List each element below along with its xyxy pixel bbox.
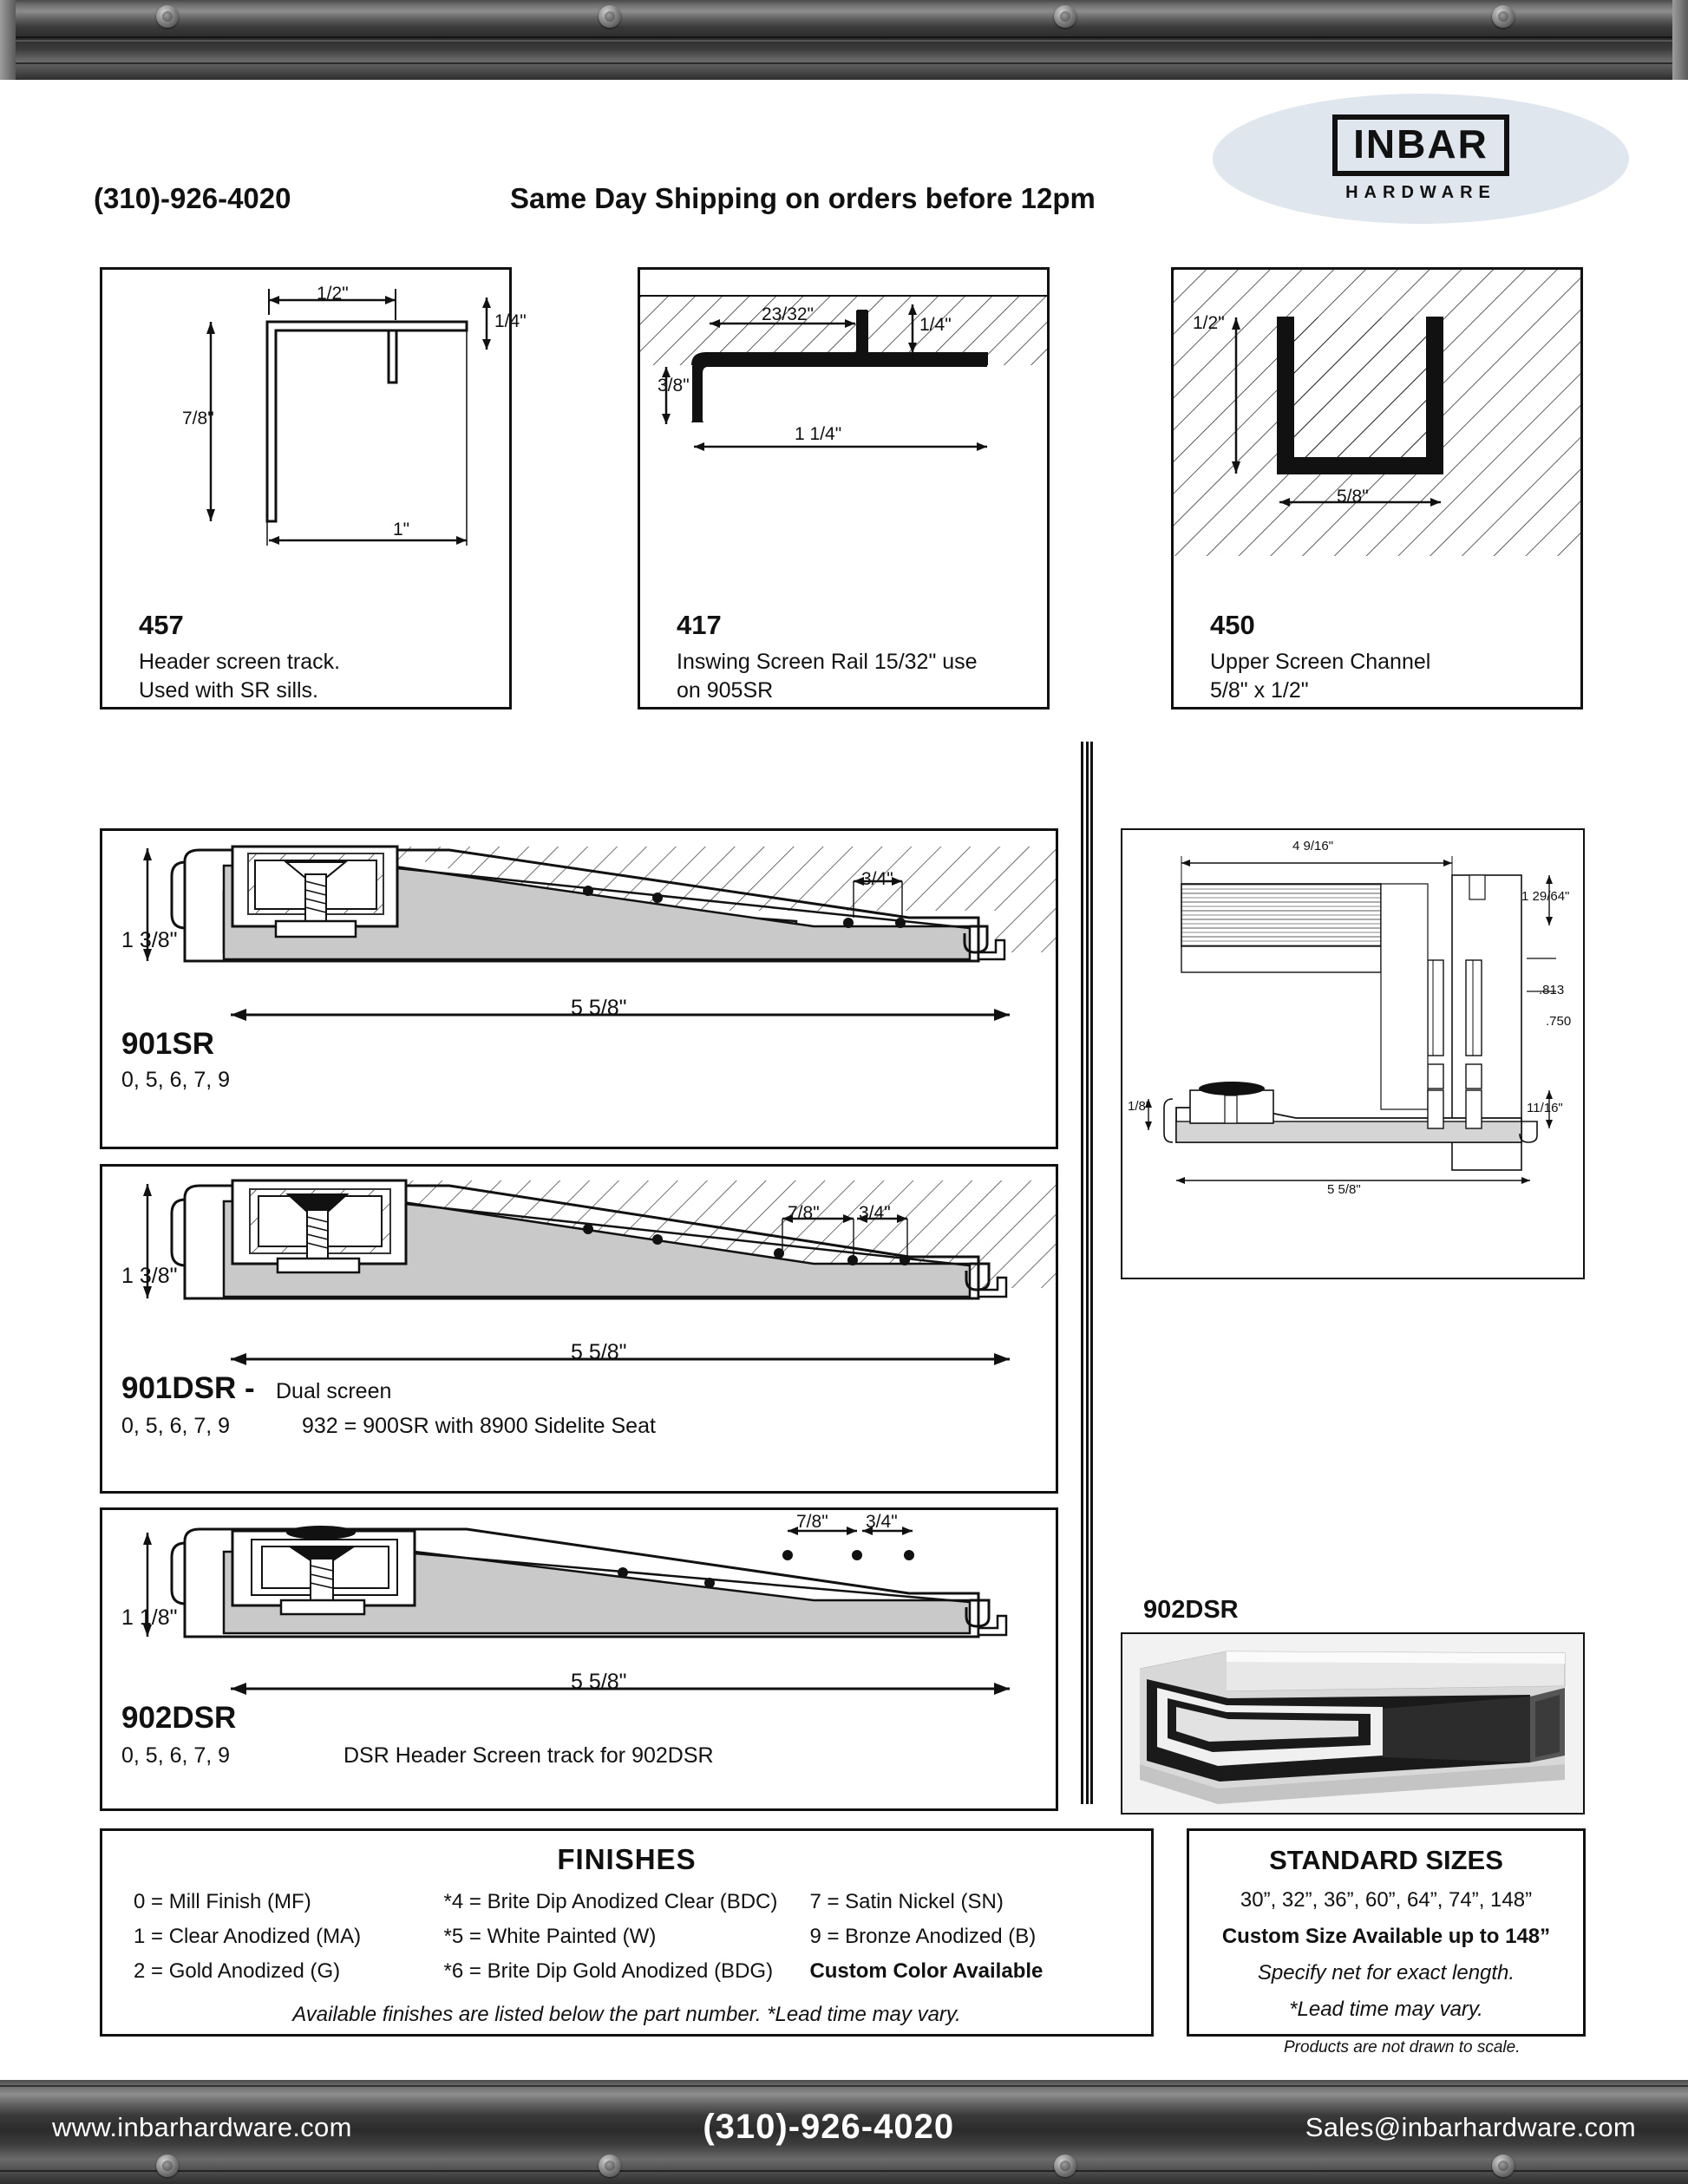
dim-detail-5: 11/16" — [1527, 1101, 1563, 1115]
figure-417-drawing — [640, 270, 1047, 556]
rivet-icon — [156, 2155, 179, 2177]
figure-457 — [100, 267, 527, 709]
dim-457-3: 1" — [393, 520, 410, 539]
logo-subtitle: HARDWARE — [1345, 182, 1496, 202]
footer-email[interactable]: Sales@inbarhardware.com — [1305, 2111, 1636, 2142]
dim-417-0: 23/32" — [762, 304, 815, 324]
section-901SR-drawing — [102, 831, 1056, 1056]
dim-detail-1: 1 29/64" — [1521, 889, 1570, 904]
dim-detail-2: .813 — [1539, 983, 1565, 997]
finish-item: 2 = Gold Anodized (G) — [134, 1959, 341, 1983]
band-side-strip — [0, 0, 16, 80]
finish-item: 9 = Bronze Anodized (B) — [809, 1925, 1037, 1948]
logo — [1213, 94, 1629, 224]
figure-457-title: 457 — [139, 610, 184, 640]
sizes-line-1: 30”, 32”, 36”, 60”, 64”, 74”, 148” — [1240, 1888, 1533, 1912]
figure-450 — [1171, 267, 1583, 709]
figure-457-desc-2: Used with SR sills. — [139, 678, 318, 703]
finish-item: 0 = Mill Finish (MF) — [134, 1890, 311, 1913]
dim-901DSR-d1: 7/8" — [788, 1203, 820, 1223]
dim-902DSR-d1: 7/8" — [796, 1512, 828, 1532]
band-line — [0, 2085, 1688, 2087]
sizes-line-3: Specify net for exact length. — [1257, 1961, 1515, 1985]
finishes-panel — [100, 1828, 1154, 2037]
footer-phone: (310)-926-4020 — [703, 2108, 955, 2146]
product-photo — [1121, 1632, 1585, 1815]
dim-detail-0: 4 9/16" — [1292, 839, 1334, 853]
dim-detail-6: 5 5/8" — [1327, 1182, 1361, 1197]
band-line — [0, 36, 1688, 38]
footer-website[interactable]: www.inbarhardware.com — [52, 2111, 352, 2142]
band-line — [0, 40, 1688, 42]
dim-detail-3: .750 — [1546, 1014, 1572, 1029]
logo-name: INBAR — [1332, 114, 1509, 175]
dim-450-0: 1/2" — [1193, 313, 1225, 333]
dim-901DSR-width: 5 5/8" — [571, 1340, 627, 1364]
finish-item: 1 = Clear Anodized (MA) — [134, 1925, 362, 1948]
figure-450-desc-2: 5/8" x 1/2" — [1210, 678, 1309, 703]
section-902DSR-title: 902DSR — [121, 1701, 237, 1735]
band-line — [0, 2170, 1688, 2172]
dim-450-1: 5/8" — [1337, 487, 1369, 507]
dim-902DSR-height: 1 1/8" — [121, 1605, 178, 1630]
section-901DSR-title-suffix: Dual screen — [276, 1379, 392, 1403]
rivet-icon — [599, 2155, 621, 2177]
sizes-line-4: *Lead time may vary. — [1289, 1998, 1483, 2021]
dim-901DSR-height: 1 3/8" — [121, 1264, 178, 1288]
figure-417-title: 417 — [677, 610, 722, 640]
rivet-icon — [156, 5, 179, 28]
finish-item: Custom Color Available — [809, 1959, 1044, 1983]
finishes-title: FINISHES — [557, 1843, 697, 1875]
rivet-icon — [1492, 2155, 1515, 2177]
dim-417-3: 1 1/4" — [795, 424, 842, 444]
section-902DSR — [100, 1507, 1058, 1811]
figure-417 — [638, 267, 1050, 709]
shipping-note: Same Day Shipping on orders before 12pm — [510, 182, 1096, 214]
section-901SR-title: 901SR — [121, 1027, 215, 1061]
figure-457-desc-1: Header screen track. — [139, 650, 341, 674]
dim-detail-4: 1/8" — [1128, 1099, 1151, 1114]
section-901SR-finishes: 0, 5, 6, 7, 9 — [121, 1068, 231, 1092]
section-901SR — [100, 828, 1058, 1149]
footer — [0, 2108, 1688, 2147]
dim-457-2: 7/8" — [182, 409, 214, 428]
finish-item: *5 = White Painted (W) — [443, 1925, 657, 1948]
section-901DSR-drawing — [102, 1167, 1056, 1401]
dim-902DSR-width: 5 5/8" — [571, 1670, 627, 1694]
header-phone: (310)-926-4020 — [94, 182, 291, 214]
figure-457-drawing — [102, 270, 509, 556]
dim-902DSR-d2: 3/4" — [866, 1512, 898, 1532]
dim-417-1: 1/4" — [919, 315, 952, 335]
dim-901SR-width: 5 5/8" — [571, 996, 627, 1020]
dim-901DSR-d2: 3/4" — [859, 1203, 891, 1223]
sizes-title: STANDARD SIZES — [1269, 1845, 1503, 1875]
figure-450-desc-1: Upper Screen Channel — [1210, 650, 1431, 674]
dim-901SR-height: 1 3/8" — [121, 928, 178, 952]
figure-450-drawing — [1174, 270, 1580, 556]
band-line — [0, 62, 1688, 64]
figure-417-desc-2: on 905SR — [677, 678, 774, 703]
section-901DSR — [100, 1164, 1058, 1494]
vertical-divider — [1081, 742, 1093, 1804]
finishes-note: Available finishes are listed below the part number. *Lead time may vary. — [292, 2003, 961, 2026]
section-902DSR-finishes: 0, 5, 6, 7, 9 — [121, 1743, 231, 1768]
rivet-icon — [1054, 5, 1076, 28]
finish-item: *6 = Brite Dip Gold Anodized (BDG) — [443, 1959, 774, 1983]
top-metal-band — [0, 0, 1688, 80]
figure-417-desc-1: Inswing Screen Rail 15/32" use — [677, 650, 978, 674]
product-photo-image — [1122, 1634, 1583, 1813]
detail-drawing-svg — [1122, 830, 1583, 1278]
section-902DSR-note: DSR Header Screen track for 902DSR — [343, 1743, 714, 1768]
section-901DSR-title: 901DSR - — [121, 1371, 255, 1405]
finish-item: *4 = Brite Dip Anodized Clear (BDC) — [443, 1890, 778, 1913]
dim-417-2: 3/8" — [658, 376, 690, 396]
section-901DSR-note: 932 = 900SR with 8900 Sidelite Seat — [302, 1414, 656, 1438]
photo-caption: 902DSR — [1143, 1596, 1239, 1624]
section-901DSR-finishes: 0, 5, 6, 7, 9 — [121, 1414, 231, 1438]
finish-item: 7 = Satin Nickel (SN) — [809, 1890, 1004, 1913]
dim-901SR-d1: 3/4" — [861, 869, 893, 889]
finishes-grid — [102, 1876, 1151, 1984]
band-side-strip — [1672, 0, 1688, 80]
dim-457-1: 1/4" — [494, 311, 527, 331]
standard-sizes-panel — [1187, 1828, 1586, 2037]
rivet-icon — [1054, 2155, 1076, 2177]
detail-drawing — [1121, 828, 1585, 1279]
figure-450-title: 450 — [1210, 610, 1255, 640]
rivet-icon — [1492, 5, 1515, 28]
sizes-line-2: Custom Size Available up to 148” — [1221, 1925, 1551, 1948]
dim-457-0: 1/2" — [317, 284, 349, 304]
not-to-scale-note: Products are not drawn to scale. — [1284, 2038, 1521, 2056]
rivet-icon — [599, 5, 621, 28]
